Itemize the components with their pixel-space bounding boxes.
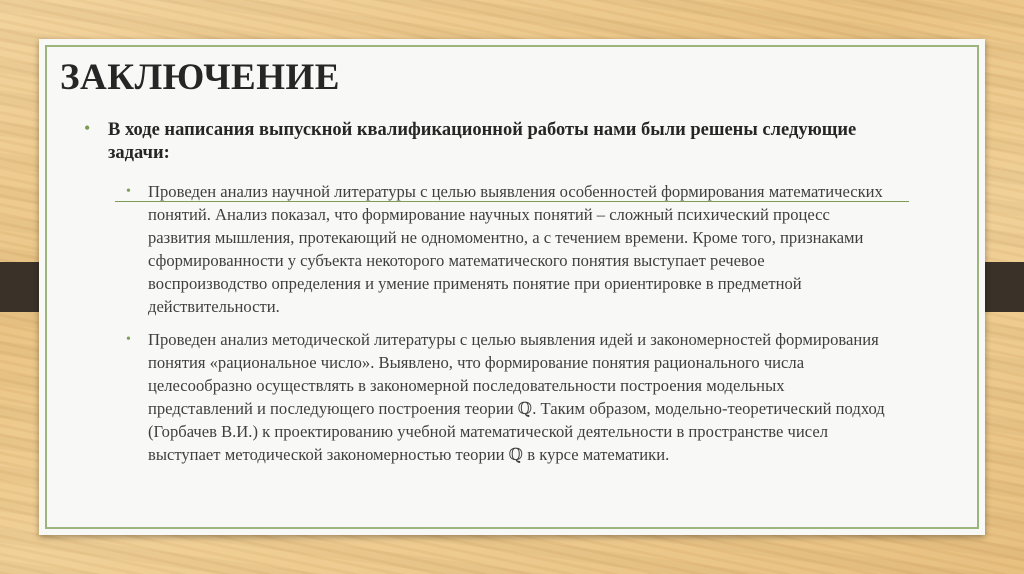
list-item-methodology-analysis [126,328,886,466]
list-item-literature-analysis [126,180,886,318]
slide-title: ЗАКЛЮЧЕНИЕ [60,57,340,98]
list-item-marker: • [126,332,131,347]
intro-text: В ходе написания выпускной квалификационной работы нами были решены следующие задачи: [108,120,857,163]
intro-bullet-marker: • [84,118,91,138]
list-item-text: Проведен анализ научной литературы с целью выявления особенностей формирования математических понятий. Анализ показал, что формирование научных понятий – сложный психический процесс развития мышления, протекающий не одномоментно, а с течением времени. Кроме того, признаками сформированности у субъекта некоторого математического понятия выступает речевое воспроизводство определения и умение применять понятие при ориентировке в предметной действительности. [148,182,883,316]
list-item-marker: • [126,184,131,199]
list-item-text: Проведен анализ методической литературы с целью выявления идей и закономерностей формирования понятия «рациональное число». Выявлено, что формирование понятия рационального числа целесообразно осуществлять в закономерной последовательности построения модельных представлений и последующего построения теории ℚ. Таким образом, модельно-теоретический подход (Горбачев В.И.) к проектированию учебной математической деятельности в пространстве чисел выступает методической закономерностью теории ℚ в курсе математики. [148,330,885,464]
intro-bullet [84,119,884,165]
